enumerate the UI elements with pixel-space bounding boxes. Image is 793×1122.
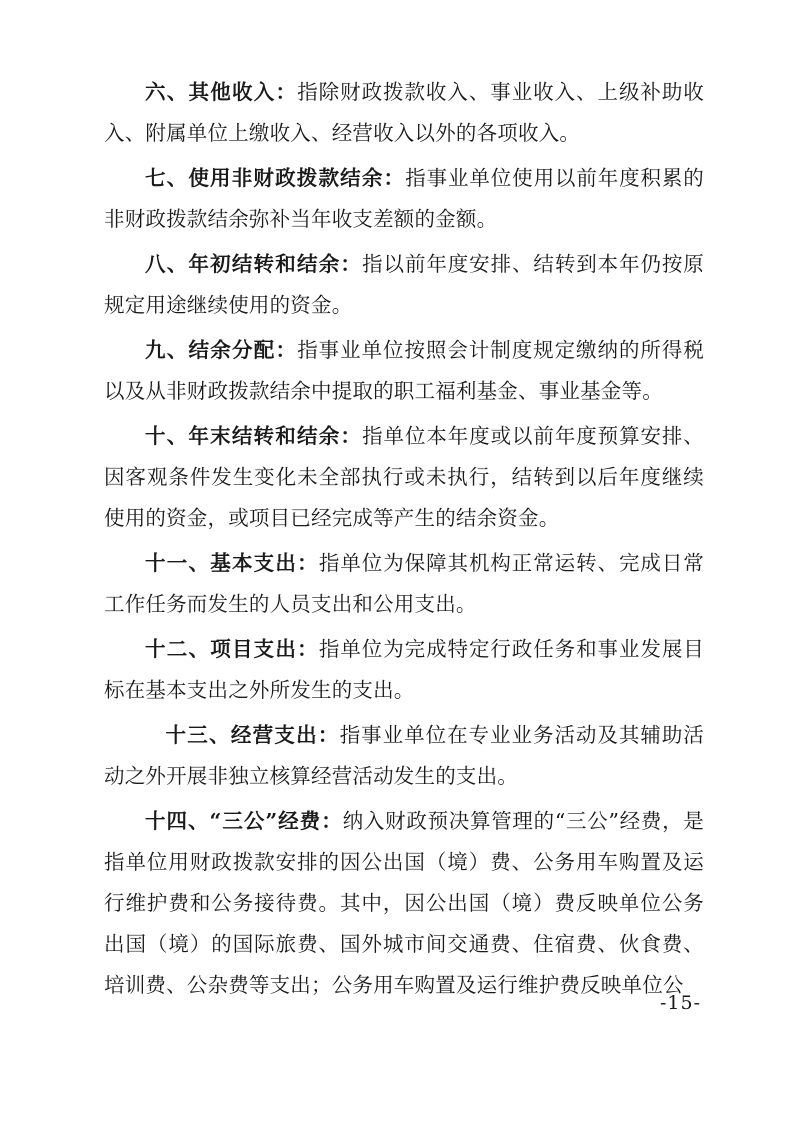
paragraph-14 [104, 801, 704, 1006]
paragraph-10-text: 指单位本年度或以前年度预算安排、因客观条件发生变化未全部执行或未执行，结转到以后年度继续使用的资金，或项目已经完成等产生的结余资金。 [104, 424, 705, 530]
page-number: -15- [659, 992, 701, 1014]
paragraph-6 [104, 72, 704, 154]
paragraph-12-text: 指单位为完成特定行政任务和事业发展目标在基本支出之外所发生的支出。 [104, 637, 704, 702]
paragraph-7-text: 指事业单位使用以前年度积累的非财政拨款结余弥补当年收支差额的金额。 [104, 166, 704, 231]
paragraph-10 [104, 416, 704, 539]
paragraph-11-lead: 十一、基本支出： [145, 551, 319, 575]
paragraph-9-text: 指事业单位按照会计制度规定缴纳的所得税以及从非财政拨款结余中提取的职工福利基金、事业基金等。 [104, 338, 704, 403]
paragraph-13-lead: 十三、经营支出： [165, 723, 340, 747]
paragraph-12 [104, 629, 704, 711]
paragraph-9-lead: 九、结余分配： [145, 338, 298, 362]
paragraph-7 [104, 158, 704, 240]
paragraph-7-lead: 七、使用非财政拨款结余： [145, 166, 406, 190]
paragraph-8-lead: 八、年初结转和结余： [145, 252, 363, 276]
paragraph-6-text: 指除财政拨款收入、事业收入、上级补助收入、附属单位上缴收入、经营收入以外的各项收入。 [104, 80, 704, 145]
paragraph-6-lead: 六、其他收入： [145, 80, 298, 104]
paragraph-9 [104, 330, 704, 412]
paragraph-14-text: 纳入财政预决算管理的“三公”经费，是指单位用财政拨款安排的因公出国（境）费、公务用车购置及运行维护费和公务接待费。其中，因公出国（境）费反映单位公务出国（境）的国际旅费、国外城市间交通费、住宿费、伙食费、培训费、公杂费等支出；公务用车购置及运行维护费反映单位公 [104, 809, 704, 997]
paragraph-11-text: 指单位为保障其机构正常运转、完成日常工作任务而发生的人员支出和公用支出。 [104, 551, 704, 616]
document-body [104, 72, 704, 1010]
paragraph-8 [104, 244, 704, 326]
paragraph-14-lead: 十四、“三公”经费： [145, 809, 343, 833]
paragraph-12-lead: 十二、项目支出： [145, 637, 319, 661]
paragraph-13 [104, 715, 704, 797]
paragraph-10-lead: 十、年末结转和结余： [145, 424, 363, 448]
paragraph-13-text: 指事业单位在专业业务活动及其辅助活动之外开展非独立核算经营活动发生的支出。 [104, 723, 704, 788]
paragraph-8-text: 指以前年度安排、结转到本年仍按原规定用途继续使用的资金。 [104, 252, 705, 317]
paragraph-11 [104, 543, 704, 625]
